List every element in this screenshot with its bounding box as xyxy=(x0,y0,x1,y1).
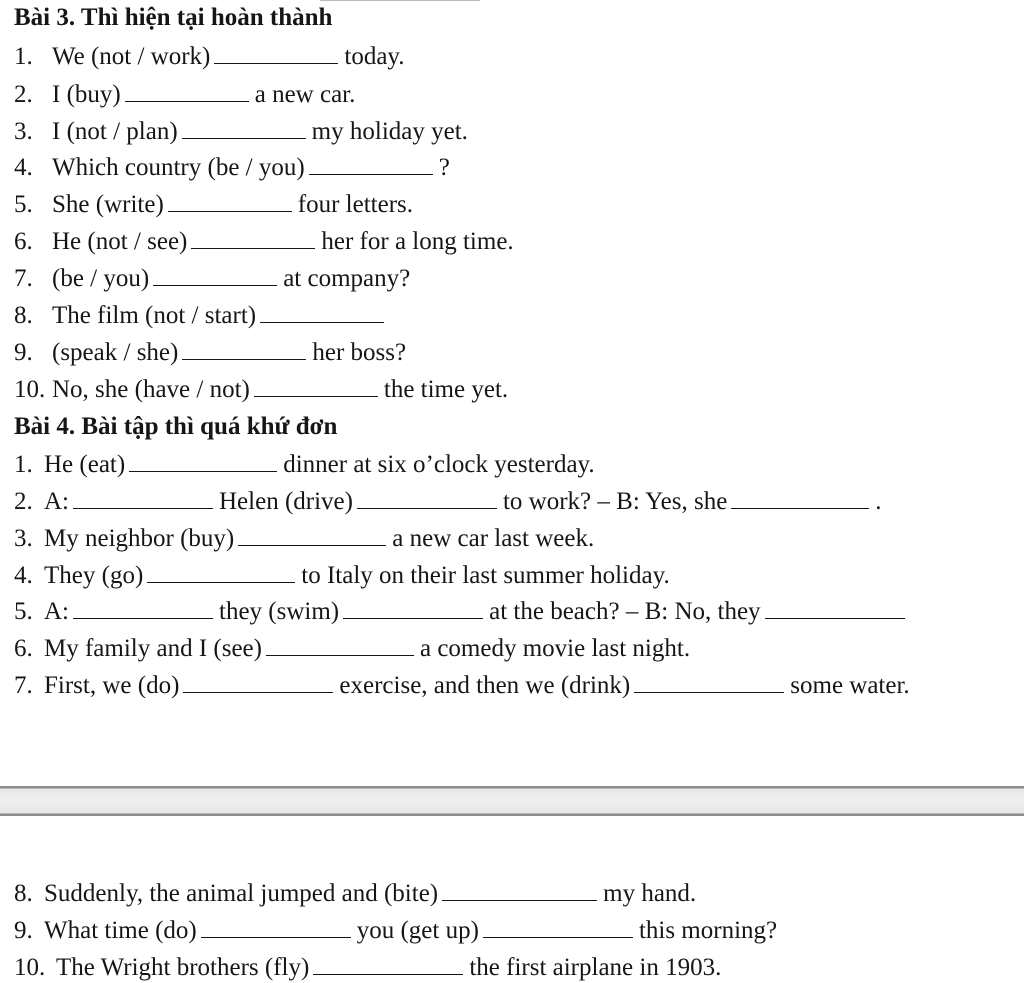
item-number: 1. xyxy=(14,43,33,70)
item-number: 7. xyxy=(14,265,33,292)
exercise-3-item-10 xyxy=(14,375,508,405)
answer-blank[interactable] xyxy=(214,43,338,64)
exercise-3-item-2 xyxy=(14,80,355,110)
answer-blank[interactable] xyxy=(129,451,277,472)
item-continuation: four letters. xyxy=(297,191,414,218)
exercise-4-item-1 xyxy=(14,450,595,480)
item-prompt: Suddenly, the animal jumped and (bite) xyxy=(44,880,439,907)
item-prompt: I (buy) xyxy=(52,81,121,108)
item-continuation: a comedy movie last night. xyxy=(419,635,691,662)
item-prompt: (be / you) xyxy=(52,265,150,292)
item-continuation: her boss? xyxy=(312,339,407,366)
answer-blank[interactable] xyxy=(73,488,213,509)
exercise-4-item-8 xyxy=(14,879,696,909)
item-continuation: this morning? xyxy=(638,917,778,944)
answer-blank[interactable] xyxy=(483,917,633,938)
item-number: 8. xyxy=(14,302,33,329)
item-number: 5. xyxy=(14,598,33,625)
item-prompt: First, we (do) xyxy=(44,672,180,699)
answer-blank[interactable] xyxy=(201,917,351,938)
answer-blank[interactable] xyxy=(183,672,333,693)
item-prompt: What time (do) xyxy=(44,917,197,944)
item-continuation: to Italy on their last summer holiday. xyxy=(301,562,670,589)
item-continuation: the first airplane in 1903. xyxy=(469,954,722,981)
answer-blank[interactable] xyxy=(182,339,306,360)
exercise-4-item-7 xyxy=(14,671,910,701)
item-number: 3. xyxy=(14,525,33,552)
item-continuation: to work? – B: Yes, she xyxy=(502,488,728,515)
exercise-3-item-9 xyxy=(14,338,406,368)
item-continuation: her for a long time. xyxy=(321,228,514,255)
exercise-3-item-5 xyxy=(14,190,413,220)
answer-blank[interactable] xyxy=(191,228,315,249)
item-continuation: at the beach? – B: No, they xyxy=(489,598,761,625)
item-prompt: A: xyxy=(44,598,69,625)
item-number: 6. xyxy=(14,635,33,662)
exercise-4-item-4 xyxy=(14,561,670,591)
item-continuation: a new car. xyxy=(254,81,356,108)
answer-blank[interactable] xyxy=(731,488,869,509)
exercise-3-item-6 xyxy=(14,227,514,257)
answer-blank[interactable] xyxy=(765,598,905,619)
answer-blank[interactable] xyxy=(309,154,433,175)
item-number: 5. xyxy=(14,191,33,218)
item-continuation: a new car last week. xyxy=(392,525,595,552)
item-continuation: exercise, and then we (drink) xyxy=(339,672,631,699)
answer-blank[interactable] xyxy=(147,562,295,583)
exercise-4-item-10 xyxy=(14,953,721,983)
answer-blank[interactable] xyxy=(182,118,306,139)
item-continuation: the time yet. xyxy=(383,376,509,403)
item-prompt: (speak / she) xyxy=(52,339,179,366)
item-prompt: He (eat) xyxy=(44,451,126,478)
exercise-3-item-8 xyxy=(14,301,390,331)
item-prompt: I (not / plan) xyxy=(52,118,178,145)
item-continuation: . xyxy=(875,488,882,515)
answer-blank[interactable] xyxy=(442,880,597,901)
item-continuation: today. xyxy=(344,43,405,70)
exercise-4-item-5 xyxy=(14,597,911,627)
item-prompt: The Wright brothers (fly) xyxy=(56,954,310,981)
answer-blank[interactable] xyxy=(73,598,213,619)
item-prompt: My family and I (see) xyxy=(44,635,262,662)
item-number: 10. xyxy=(14,954,46,981)
item-continuation: Helen (drive) xyxy=(219,488,353,515)
item-prompt: They (go) xyxy=(44,562,144,589)
item-prompt: The film (not / start) xyxy=(52,302,257,329)
page-top-rule xyxy=(320,0,480,1)
item-number: 4. xyxy=(14,562,33,589)
answer-blank[interactable] xyxy=(634,672,784,693)
exercise-3-item-7 xyxy=(14,264,410,294)
item-prompt: Which country (be / you) xyxy=(52,154,305,181)
answer-blank[interactable] xyxy=(153,265,277,286)
answer-blank[interactable] xyxy=(168,191,292,212)
answer-blank[interactable] xyxy=(266,635,414,656)
item-continuation: my holiday yet. xyxy=(311,118,468,145)
item-prompt: We (not / work) xyxy=(52,43,211,70)
item-prompt: No, she (have / not) xyxy=(52,376,250,403)
item-number: 8. xyxy=(14,880,33,907)
answer-blank[interactable] xyxy=(254,376,378,397)
section-4-title: Bài 4. Bài tập thì quá khứ đơn xyxy=(14,413,338,440)
item-continuation: they (swim) xyxy=(219,598,340,625)
item-number: 10. xyxy=(14,376,46,403)
item-number: 2. xyxy=(14,488,33,515)
item-continuation: ? xyxy=(438,154,450,181)
section-3-title: Bài 3. Thì hiện tại hoàn thành xyxy=(14,4,333,31)
exercise-4-item-6 xyxy=(14,634,690,664)
item-continuation: at company? xyxy=(283,265,411,292)
exercise-3-item-3 xyxy=(14,117,468,147)
answer-blank[interactable] xyxy=(343,598,483,619)
item-continuation: some water. xyxy=(790,672,910,699)
item-prompt: She (write) xyxy=(52,191,164,218)
exercise-3-item-1 xyxy=(14,42,405,72)
item-number: 9. xyxy=(14,917,33,944)
exercise-4-item-2 xyxy=(14,487,882,517)
item-continuation: my hand. xyxy=(603,880,697,907)
item-number: 1. xyxy=(14,451,33,478)
answer-blank[interactable] xyxy=(238,525,386,546)
exercise-4-item-3 xyxy=(14,524,594,554)
page-break-separator xyxy=(0,786,1024,816)
answer-blank[interactable] xyxy=(313,954,463,975)
item-number: 9. xyxy=(14,339,33,366)
item-continuation: you (get up) xyxy=(356,917,479,944)
exercise-3-item-4 xyxy=(14,153,450,183)
item-number: 2. xyxy=(14,81,33,108)
item-prompt: He (not / see) xyxy=(52,228,188,255)
answer-blank[interactable] xyxy=(357,488,497,509)
item-number: 6. xyxy=(14,228,33,255)
item-number: 3. xyxy=(14,118,33,145)
item-continuation: dinner at six o’clock yesterday. xyxy=(283,451,595,478)
item-prompt: My neighbor (buy) xyxy=(44,525,235,552)
item-number: 7. xyxy=(14,672,33,699)
answer-blank[interactable] xyxy=(125,81,249,102)
exercise-4-item-9 xyxy=(14,916,777,946)
item-prompt: A: xyxy=(44,488,69,515)
answer-blank[interactable] xyxy=(260,302,384,323)
item-number: 4. xyxy=(14,154,33,181)
